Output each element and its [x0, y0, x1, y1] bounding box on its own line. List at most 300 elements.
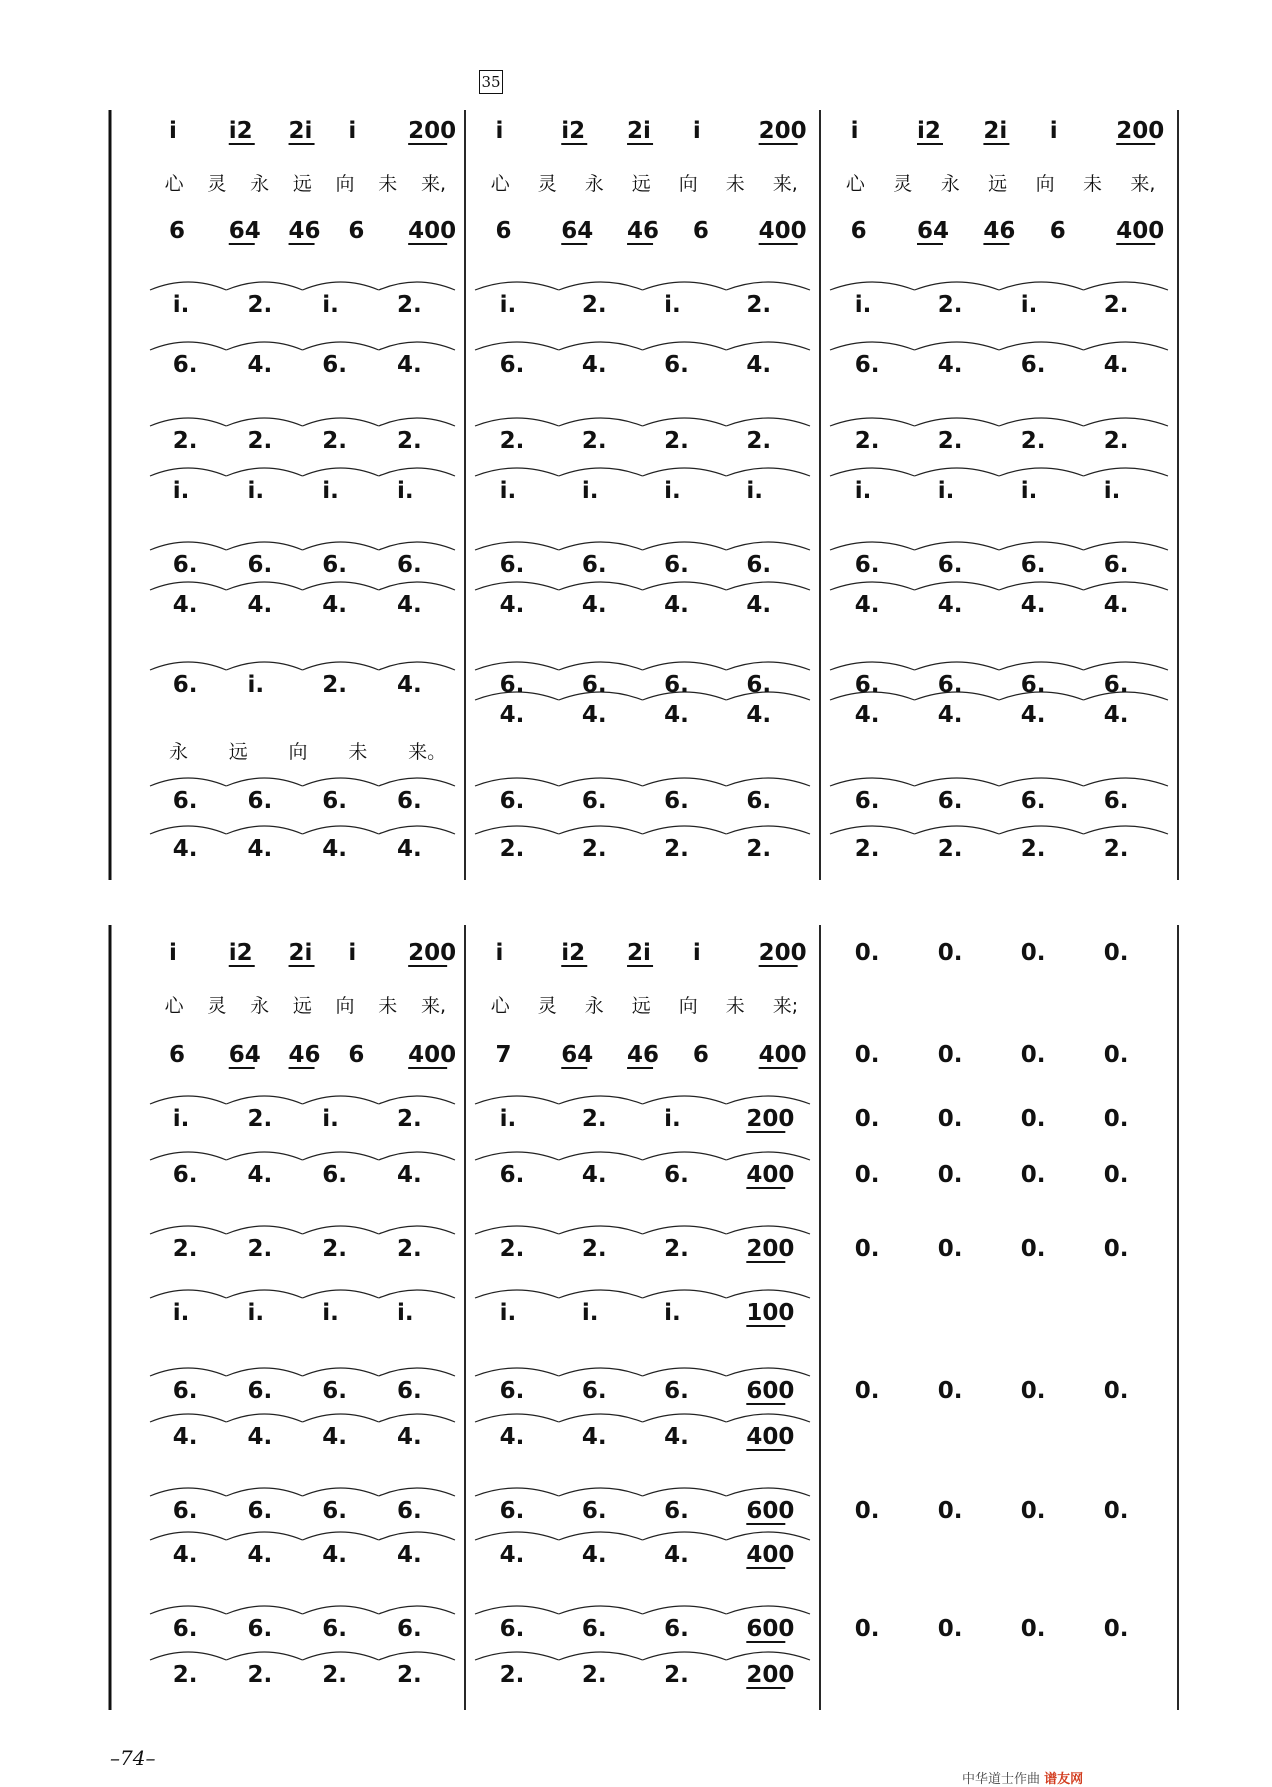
tie-arc	[830, 778, 915, 786]
lyric-syllable: 灵	[207, 995, 227, 1017]
tie-arc	[1084, 542, 1169, 550]
lyric-syllable: 未	[1083, 173, 1103, 195]
tie-arc	[475, 1414, 559, 1422]
note: 4.	[937, 592, 963, 618]
note: i	[1049, 118, 1058, 144]
tie-arc	[643, 1606, 727, 1614]
tie-arc	[475, 1652, 559, 1660]
tie-arc	[150, 468, 226, 476]
note: 6.	[581, 788, 607, 814]
note: 4.	[322, 836, 347, 862]
tie-arc	[379, 1652, 455, 1660]
tie-arc	[1084, 468, 1169, 476]
tie-arc	[150, 1414, 226, 1422]
note: 2.	[1103, 428, 1129, 454]
note: 200	[758, 940, 807, 966]
tie-arc	[150, 582, 226, 590]
lyric-syllable: 来,	[772, 173, 798, 195]
note: 2i	[288, 118, 313, 144]
tie-arc	[915, 542, 1000, 550]
tie-arc	[379, 1532, 455, 1540]
tie-arc	[475, 662, 559, 670]
tie-arc	[726, 1096, 810, 1104]
note: 4.	[247, 1424, 273, 1450]
tie-arc	[999, 418, 1084, 426]
tie-arc	[226, 1414, 302, 1422]
tie-arc	[726, 282, 810, 290]
tie-arc	[226, 1606, 302, 1614]
note: 2.	[499, 428, 525, 454]
note: 0.	[1103, 1616, 1129, 1642]
tie-arc	[643, 1226, 727, 1234]
note: 6.	[499, 672, 525, 698]
note: i.	[247, 672, 265, 698]
note: 6	[168, 1042, 185, 1068]
note: 2.	[854, 836, 880, 862]
tie-arc	[559, 1532, 643, 1540]
note: i	[692, 940, 701, 966]
tie-arc	[475, 778, 559, 786]
note: 4.	[322, 1424, 347, 1450]
note: 6.	[746, 672, 772, 698]
note: 2.	[937, 292, 963, 318]
note: 0.	[937, 1162, 963, 1188]
tie-arc	[559, 826, 643, 834]
note: 6.	[499, 1498, 525, 1524]
tie-arc	[475, 1532, 559, 1540]
tie-arc	[475, 1488, 559, 1496]
tie-arc	[226, 1532, 302, 1540]
note: 4.	[499, 592, 525, 618]
note: 64	[228, 1042, 261, 1068]
tie-arc	[643, 282, 727, 290]
note: 100	[746, 1300, 795, 1326]
tie-arc	[999, 542, 1084, 550]
note: 200	[746, 1236, 795, 1262]
note: 2.	[746, 292, 772, 318]
tie-arc	[303, 1606, 379, 1614]
note: i.	[664, 478, 681, 504]
tie-arc	[475, 1290, 559, 1298]
note: 6.	[1020, 788, 1046, 814]
note: 4.	[396, 672, 422, 698]
note: 6.	[937, 552, 963, 578]
note: 0.	[854, 940, 880, 966]
tie-arc	[559, 1488, 643, 1496]
lyric-syllable: 远	[631, 173, 651, 195]
note: i.	[396, 1300, 414, 1326]
lyric-syllable: 向	[678, 173, 698, 195]
tie-arc	[559, 342, 643, 350]
note: 6.	[172, 1378, 198, 1404]
note: 6.	[499, 1162, 525, 1188]
note: 2.	[1020, 836, 1046, 862]
lyric-syllable: 心	[490, 173, 510, 195]
note: 2.	[396, 1236, 422, 1262]
tie-arc	[726, 1488, 810, 1496]
tie-arc	[379, 1226, 455, 1234]
note: i.	[247, 478, 265, 504]
note: 4.	[499, 702, 525, 728]
tie-arc	[830, 418, 915, 426]
note: 4.	[664, 1424, 689, 1450]
note: 2.	[172, 428, 198, 454]
tie-arc	[150, 1652, 226, 1660]
tie-arc	[226, 1226, 302, 1234]
tie-arc	[379, 282, 455, 290]
note: 6	[1049, 218, 1066, 244]
note: 6.	[664, 788, 689, 814]
lyric-syllable: 未	[725, 995, 745, 1017]
note: i	[850, 118, 859, 144]
note: 2.	[664, 836, 689, 862]
note: 2.	[172, 1662, 198, 1688]
tie-arc	[643, 1290, 727, 1298]
note: 0.	[937, 1236, 963, 1262]
note: 4.	[247, 1162, 273, 1188]
note: 6.	[581, 1378, 607, 1404]
tie-arc	[1084, 342, 1169, 350]
tie-arc	[475, 418, 559, 426]
note: 4.	[396, 1162, 422, 1188]
note: 6.	[499, 788, 525, 814]
tie-arc	[226, 342, 302, 350]
note: 2.	[937, 428, 963, 454]
note: 6.	[664, 552, 689, 578]
tie-arc	[303, 1368, 379, 1376]
note: 4.	[396, 592, 422, 618]
note: 6.	[499, 1378, 525, 1404]
note: 6.	[172, 352, 198, 378]
note: 4.	[247, 836, 273, 862]
note: i	[348, 118, 357, 144]
tie-arc	[226, 1152, 302, 1160]
tie-arc	[915, 778, 1000, 786]
tie-arc	[475, 282, 559, 290]
note: 0.	[1103, 940, 1129, 966]
note: 2.	[396, 292, 422, 318]
note: 0.	[937, 1042, 963, 1068]
tie-arc	[150, 1606, 226, 1614]
lyric-syllable: 未	[378, 995, 398, 1017]
note: 2.	[499, 836, 525, 862]
note: 2.	[1020, 428, 1046, 454]
note: 400	[1116, 218, 1165, 244]
lyric-syllable: 远	[228, 741, 248, 763]
lyric-syllable: 灵	[537, 173, 557, 195]
note: 4.	[746, 592, 772, 618]
note: 6.	[937, 672, 963, 698]
tie-arc	[226, 542, 302, 550]
note: 6	[692, 1042, 709, 1068]
note: 0.	[854, 1616, 880, 1642]
tie-arc	[830, 282, 915, 290]
tie-arc	[379, 778, 455, 786]
tie-arc	[226, 1096, 302, 1104]
note: i.	[581, 1300, 599, 1326]
note: 2i	[288, 940, 313, 966]
tie-arc	[150, 418, 226, 426]
note: 4.	[396, 836, 422, 862]
note: 6	[692, 218, 709, 244]
note: 6.	[581, 1498, 607, 1524]
note: 6	[348, 218, 365, 244]
tie-arc	[999, 826, 1084, 834]
tie-arc	[226, 582, 302, 590]
note: 2.	[1103, 292, 1129, 318]
tie-arc	[559, 778, 643, 786]
note: 2.	[499, 1662, 525, 1688]
tie-arc	[379, 582, 455, 590]
tie-arc	[379, 1290, 455, 1298]
note: 4.	[746, 352, 772, 378]
tie-arc	[226, 1368, 302, 1376]
lyric-syllable: 灵	[207, 173, 227, 195]
note: 2.	[396, 428, 422, 454]
note: 6.	[1103, 788, 1129, 814]
tie-arc	[643, 1096, 727, 1104]
note: 2.	[581, 1662, 607, 1688]
note: 6.	[247, 1498, 273, 1524]
note: i.	[499, 1106, 517, 1132]
note: i.	[1103, 478, 1121, 504]
tie-arc	[915, 418, 1000, 426]
note: 0.	[1020, 1378, 1046, 1404]
tie-arc	[379, 1606, 455, 1614]
tie-arc	[379, 1096, 455, 1104]
note: i.	[1020, 478, 1038, 504]
note: 6.	[664, 352, 689, 378]
tie-arc	[475, 1368, 559, 1376]
tie-arc	[379, 542, 455, 550]
note: 2i	[627, 940, 651, 966]
tie-arc	[303, 662, 379, 670]
note: 6.	[664, 1162, 689, 1188]
note: 0.	[1103, 1042, 1129, 1068]
note: 4.	[854, 592, 880, 618]
note: i.	[854, 292, 872, 318]
note: 6.	[854, 552, 880, 578]
tie-arc	[475, 342, 559, 350]
tie-arc	[475, 468, 559, 476]
note: i2	[228, 940, 253, 966]
tie-arc	[726, 468, 810, 476]
note: 6.	[247, 1616, 273, 1642]
note: 0.	[1020, 1162, 1046, 1188]
note: 64	[917, 218, 950, 244]
tie-arc	[303, 826, 379, 834]
tie-arc	[475, 542, 559, 550]
tie-arc	[999, 342, 1084, 350]
note: 6.	[581, 552, 607, 578]
tie-arc	[726, 418, 810, 426]
lyric-syllable: 来,	[1130, 173, 1156, 195]
note: 6	[168, 218, 185, 244]
tie-arc	[643, 1152, 727, 1160]
note: i	[168, 118, 177, 144]
tie-arc	[226, 826, 302, 834]
note: 4.	[937, 702, 963, 728]
note: 2.	[247, 292, 273, 318]
note: 0.	[937, 940, 963, 966]
lyric-syllable: 永	[250, 995, 270, 1017]
note: 2.	[247, 428, 273, 454]
note: i2	[917, 118, 941, 144]
note: 2.	[664, 1662, 689, 1688]
tie-arc	[303, 1226, 379, 1234]
note: 6.	[499, 1616, 525, 1642]
tie-arc	[726, 1290, 810, 1298]
note: 6.	[172, 552, 198, 578]
note: 200	[408, 118, 457, 144]
watermark-prefix: 中华道士作曲	[962, 1772, 1041, 1787]
lyric-syllable: 心	[164, 173, 184, 195]
lyric-syllable: 未	[725, 173, 745, 195]
tie-arc	[379, 1488, 455, 1496]
rehearsal-mark: 35	[479, 70, 503, 94]
note: 2.	[581, 1236, 607, 1262]
tie-arc	[475, 1226, 559, 1234]
note: 0.	[1020, 1106, 1046, 1132]
note: 4.	[1020, 702, 1046, 728]
note: 0.	[854, 1236, 880, 1262]
note: 2.	[247, 1236, 273, 1262]
tie-arc	[303, 1096, 379, 1104]
tie-arc	[830, 342, 915, 350]
tie-arc	[726, 342, 810, 350]
tie-arc	[559, 582, 643, 590]
lyric-syllable: 灵	[893, 173, 913, 195]
note: 4.	[581, 1424, 607, 1450]
tie-arc	[643, 542, 727, 550]
tie-arc	[726, 1532, 810, 1540]
note: 0.	[854, 1162, 880, 1188]
tie-arc	[643, 1414, 727, 1422]
note: 0.	[937, 1378, 963, 1404]
note: i.	[247, 1300, 265, 1326]
tie-arc	[915, 468, 1000, 476]
note: 0.	[854, 1378, 880, 1404]
note: 0.	[1103, 1106, 1129, 1132]
tie-arc	[150, 1488, 226, 1496]
note: 6.	[1020, 672, 1046, 698]
note: 2.	[664, 1236, 689, 1262]
note: 4.	[396, 352, 422, 378]
note: 2.	[396, 1662, 422, 1688]
note: 2.	[581, 1106, 607, 1132]
tie-arc	[830, 662, 915, 670]
note: 6.	[746, 552, 772, 578]
note: 200	[1116, 118, 1165, 144]
lyric-syllable: 向	[1035, 173, 1055, 195]
tie-arc	[559, 1368, 643, 1376]
note: 400	[746, 1542, 795, 1568]
tie-arc	[303, 342, 379, 350]
note: 0.	[1103, 1236, 1129, 1262]
note: 6.	[664, 1498, 689, 1524]
tie-arc	[726, 1152, 810, 1160]
note: 6.	[396, 1378, 422, 1404]
note: i	[168, 940, 177, 966]
tie-arc	[475, 1152, 559, 1160]
tie-arc	[226, 468, 302, 476]
note: 0.	[1020, 1616, 1046, 1642]
note: 400	[408, 1042, 457, 1068]
tie-arc	[226, 778, 302, 786]
note: 6.	[247, 552, 273, 578]
tie-arc	[303, 1532, 379, 1540]
tie-arc	[559, 418, 643, 426]
tie-arc	[999, 582, 1084, 590]
tie-arc	[830, 468, 915, 476]
note: 6.	[322, 1378, 347, 1404]
tie-arc	[726, 1226, 810, 1234]
note: 6.	[396, 788, 422, 814]
tie-arc	[915, 342, 1000, 350]
note: 4.	[581, 352, 607, 378]
tie-arc	[726, 1652, 810, 1660]
tie-arc	[303, 778, 379, 786]
tie-arc	[303, 542, 379, 550]
note: 6	[348, 1042, 365, 1068]
lyric-syllable: 未	[348, 741, 368, 763]
note: 46	[288, 1042, 321, 1068]
note: i.	[322, 1300, 339, 1326]
note: 4.	[1103, 702, 1129, 728]
note: 200	[746, 1106, 795, 1132]
tie-arc	[379, 342, 455, 350]
note: 6.	[581, 1616, 607, 1642]
tie-arc	[643, 468, 727, 476]
tie-arc	[915, 282, 1000, 290]
tie-arc	[303, 282, 379, 290]
tie-arc	[559, 1096, 643, 1104]
note: 6.	[854, 788, 880, 814]
tie-arc	[150, 282, 226, 290]
note: 0.	[854, 1106, 880, 1132]
tie-arc	[915, 582, 1000, 590]
tie-arc	[303, 1152, 379, 1160]
note: 600	[746, 1378, 795, 1404]
lyric-syllable: 向	[335, 995, 355, 1017]
note: 4.	[172, 1542, 198, 1568]
note: i.	[937, 478, 955, 504]
note: 6.	[746, 788, 772, 814]
tie-arc	[643, 826, 727, 834]
note: 2.	[247, 1662, 273, 1688]
tie-arc	[643, 1368, 727, 1376]
note: 4.	[322, 1542, 347, 1568]
tie-arc	[830, 826, 915, 834]
tie-arc	[643, 1532, 727, 1540]
lyric-syllable: 来;	[772, 995, 799, 1017]
note: 4.	[581, 1542, 607, 1568]
note: i.	[322, 1106, 339, 1132]
note: 2.	[322, 1236, 347, 1262]
note: 400	[758, 1042, 807, 1068]
tie-arc	[643, 418, 727, 426]
note: i2	[561, 118, 586, 144]
note: 6.	[854, 352, 880, 378]
tie-arc	[303, 468, 379, 476]
note: 2.	[854, 428, 880, 454]
tie-arc	[475, 1096, 559, 1104]
lyric-syllable: 来,	[420, 995, 447, 1017]
tie-arc	[726, 826, 810, 834]
tie-arc	[379, 826, 455, 834]
note: 0.	[937, 1106, 963, 1132]
note: 4.	[581, 1162, 607, 1188]
